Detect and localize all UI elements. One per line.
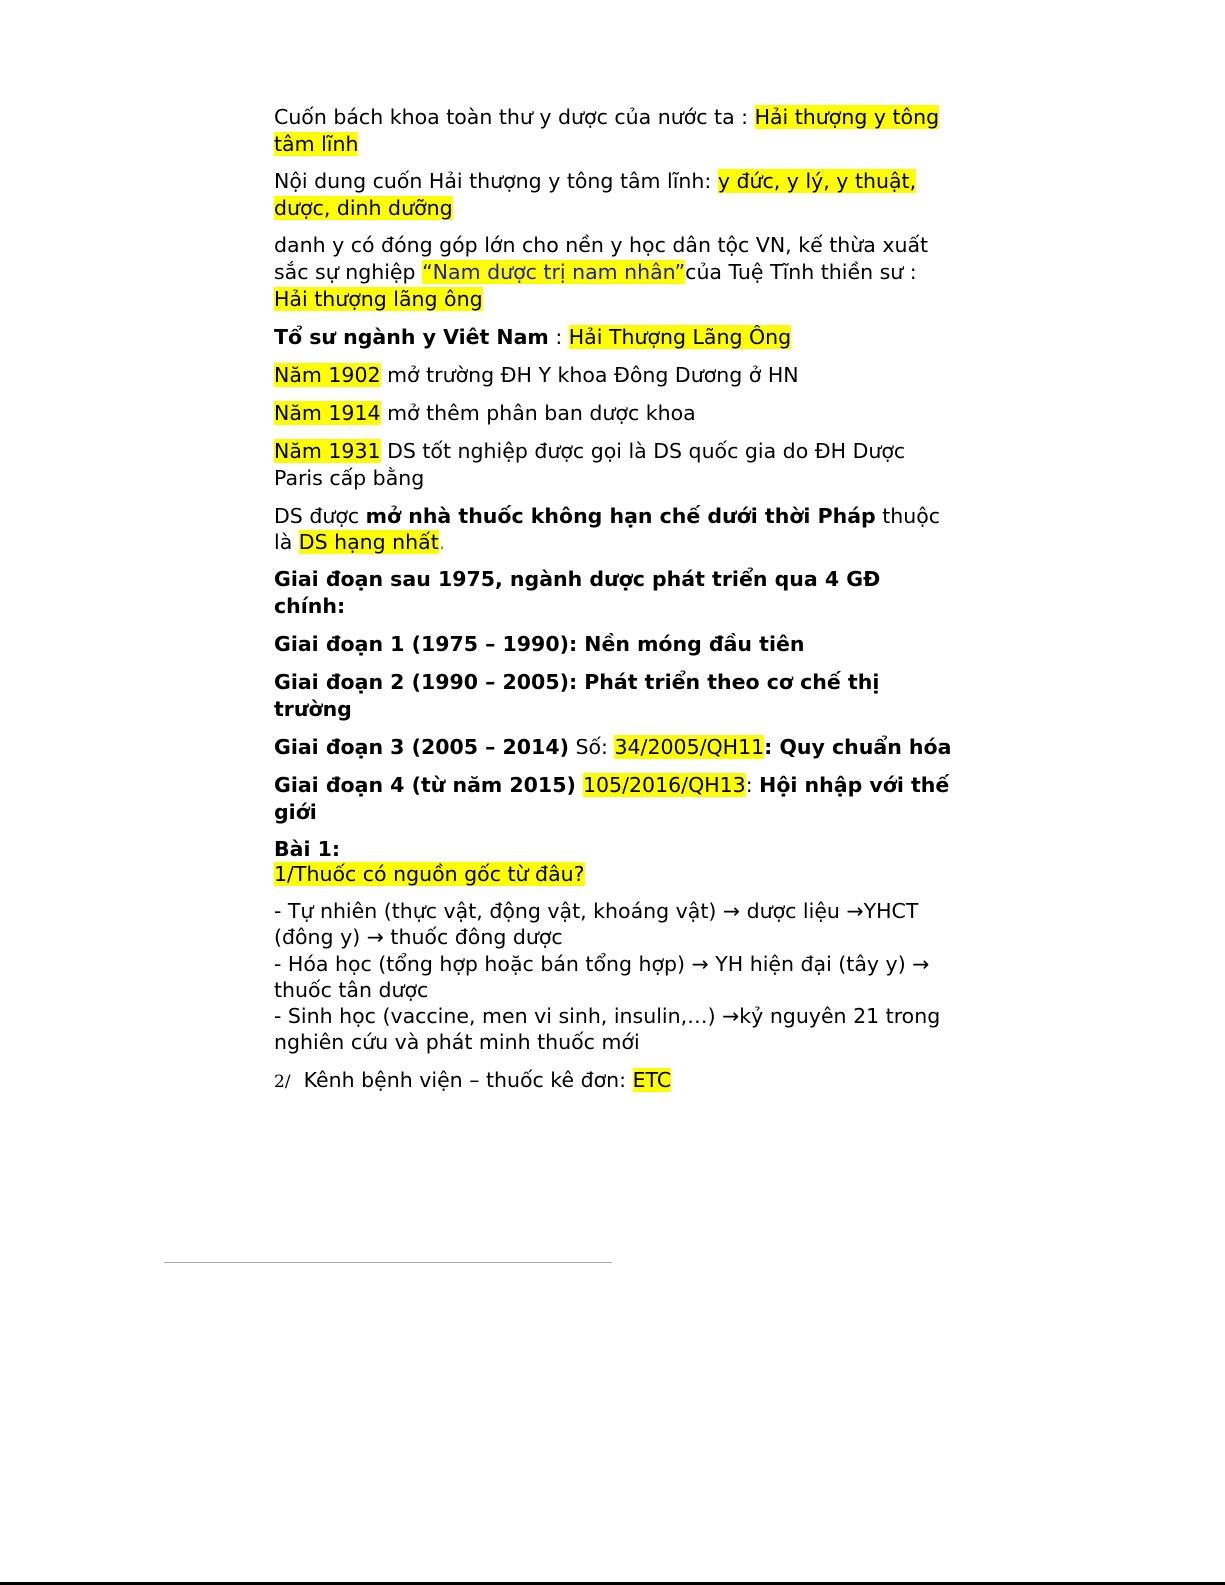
paragraph-famous-doctor [274, 232, 954, 313]
heading-stage-3 [274, 734, 954, 761]
highlight: y đức, y lý, y thuật, dược, dinh dưỡng [274, 169, 917, 220]
bold-text: Giai đoạn 4 (từ năm 2015) [274, 773, 583, 797]
lesson-1 [274, 837, 954, 887]
highlight: ETC [632, 1067, 672, 1092]
heading-after-1975 [274, 566, 954, 620]
text: . [438, 530, 446, 554]
document-body [274, 104, 954, 1096]
text: : [745, 773, 760, 797]
highlight: Hải thượng lãng ông [274, 287, 483, 311]
list-item: - Tự nhiên (thực vật, động vật, khoáng vật) → dược liệu →YHCT (đông y) → thuốc đông dược [274, 899, 919, 950]
text: DS được [274, 504, 366, 528]
paragraph-founder [274, 324, 954, 351]
highlight: DS hạng nhất [298, 530, 439, 554]
bold-text: Hội nhập với thế giới [274, 773, 950, 824]
list-item: - Hóa học (tổng hợp hoặc bán tổng hợp) → YH hiện đại (tây y) → thuốc tân dược [274, 951, 930, 1002]
paragraph-1914 [274, 400, 954, 427]
highlight: Hải thượng y tông tâm lĩnh [274, 105, 940, 156]
heading-stage-1 [274, 631, 954, 658]
heading-stage-4 [274, 772, 954, 826]
text: danh y có đóng góp lớn cho nền y học dân tộc VN, kế thừa xuất sắc sự nghiệp [274, 233, 929, 284]
bold-text: Giai đoạn 2 (1990 – 2005): Phát triển theo cơ chế thị trường [274, 670, 880, 721]
text: của Tuệ Tĩnh thiền sư : [685, 260, 917, 284]
bold-text: Giai đoạn sau 1975, ngành dược phát triển qua 4 GĐ chính: [274, 567, 881, 618]
question-origin: 1/Thuốc có nguồn gốc từ đâu? [274, 862, 585, 886]
paragraph-book-content [274, 168, 954, 222]
text: Cuốn bách khoa toàn thư y dược của nước ta : [274, 105, 755, 129]
paragraph-1902 [274, 362, 954, 389]
drug-origins-list [274, 898, 954, 1056]
text: mở thêm phân ban dược khoa [380, 401, 696, 425]
paragraph-pharmacist-rank [274, 503, 954, 555]
text: DS tốt nghiệp được gọi là DS quốc gia do ĐH Dược Paris cấp bằng [274, 439, 906, 490]
highlight-year: Năm 1914 [274, 401, 381, 425]
heading-stage-2 [274, 669, 954, 723]
highlight: Hải Thượng Lãng Ông [568, 325, 792, 349]
paragraph-1931 [274, 438, 954, 492]
bold-text: Giai đoạn 3 (2005 – 2014) [274, 735, 569, 759]
footnote-separator [164, 1262, 612, 1263]
text: mở trường ĐH Y khoa Đông Dương ở HN [380, 363, 799, 387]
highlight-law-number: 105/2016/QH13 [582, 773, 746, 797]
lesson-title: Bài 1: [274, 837, 341, 861]
highlight-year: Năm 1902 [274, 363, 381, 387]
paragraph-hospital-channel [274, 1067, 954, 1096]
highlight-year: Năm 1931 [274, 439, 381, 463]
highlight-law-number: 34/2005/QH11 [614, 735, 765, 759]
paragraph-encyclopedia [274, 104, 954, 158]
text: Số: [568, 735, 615, 759]
number-marker: 2/ [274, 1071, 291, 1092]
text: thuộc là [274, 504, 941, 554]
bold-text: : Quy chuẩn hóa [764, 735, 952, 759]
text: Nội dung cuốn Hải thượng y tông tâm lĩnh: [274, 169, 718, 193]
bold-text: Tổ sư ngành y Viêt Nam [274, 325, 549, 349]
list-item: - Sinh học (vaccine, men vi sinh, insulin,…) →kỷ nguyên 21 trong nghiên cứu và phát minh thuốc mới [274, 1004, 941, 1055]
highlight-quote: “Nam dược trị nam nhân” [422, 260, 686, 284]
bold-text: mở nhà thuốc không hạn chế dưới thời Pháp [365, 504, 876, 528]
text: : [548, 325, 569, 349]
bold-text: Giai đoạn 1 (1975 – 1990): Nền móng đầu tiên [274, 632, 805, 656]
text: Kênh bệnh viện – thuốc kê đơn: [290, 1067, 633, 1092]
